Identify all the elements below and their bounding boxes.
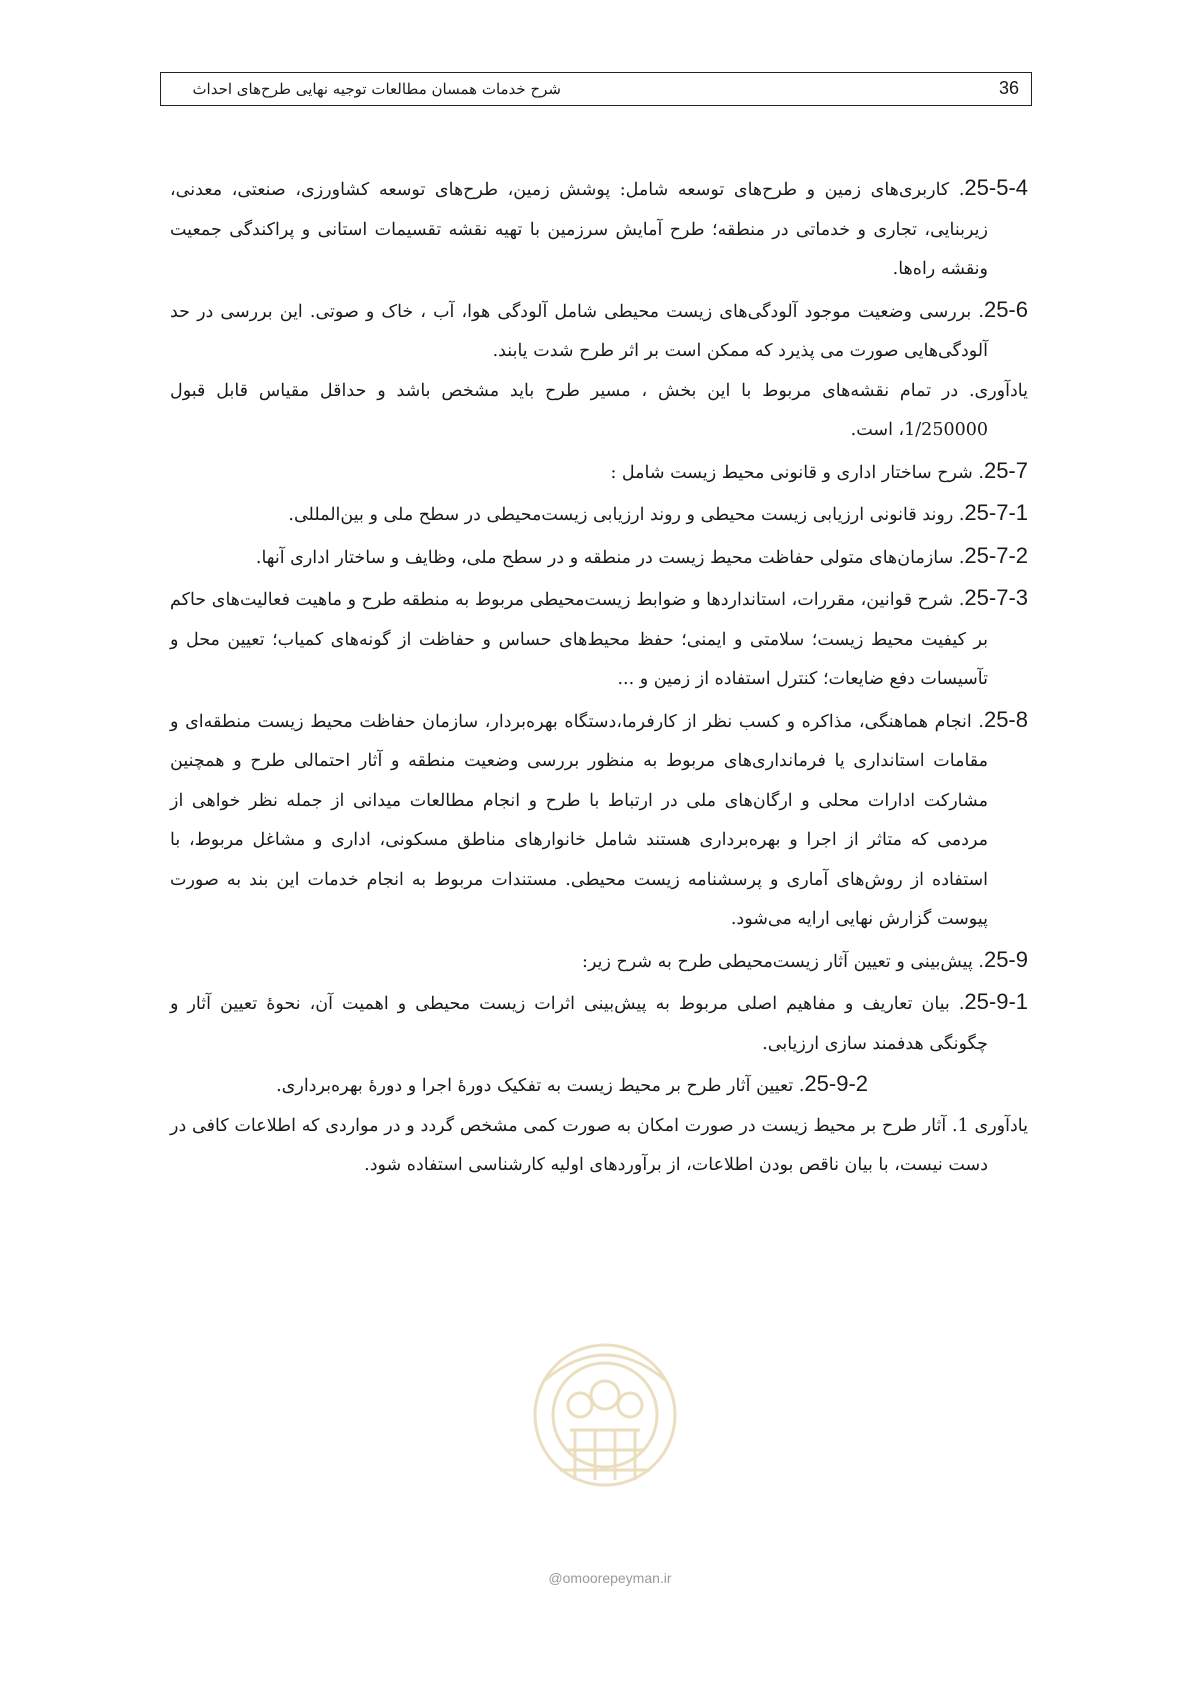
note-paragraph-1 [170,1107,1028,1186]
note-paragraph [170,372,1028,451]
paragraph-text: . شرح قوانین، مقررات، استانداردها و ضوابط زیست‌محیطی مربوط به منطقه طرح و ماهیت فعالیت‌های حاکم بر کیفیت محیط زیست؛ سلامتی و ایمنی؛ حفظ محیط‌های حساس و حفاظت از گونه‌های کمیاب؛ تعیین محل و تآسیسات دفع ضایعات؛ کنترل استفاده از زمین و ... [170,590,988,689]
paragraph-text: . کاربری‌های زمین و طرح‌های توسعه شامل: پوشش زمین، طرح‌های توسعه کشاورزی، صنعتی، معدنی، زیربنایی، تجاری و خدماتی در منطقه؛ طرح آمایش سرزمین با تهیه نقشه تقسیمات استانی و پراکندگی جمعیت ونقشه راه‌ها. [170,180,988,279]
document-body [170,168,1028,1186]
paragraph-25-5-4 [170,168,1028,290]
paragraph-text: . شرح ساختار اداری و قانونی محیط زیست شامل : [610,462,984,483]
section-number: 25-7-3 [964,585,1028,610]
watermark-text: @omoorepeyman.ir [548,1570,672,1586]
paragraph-text: . بیان تعاریف و مفاهیم اصلی مربوط به پیش‌بینی اثرات زیست محیطی و اهمیت آن، نحوهٔ تعیین آثار و چگونگی هدفمند سازی ارزیابی. [170,994,988,1054]
paragraph-25-6 [170,290,1028,372]
paragraph-25-7-2 [170,536,1028,579]
paragraph-text: . انجام هماهنگی، مذاکره و کسب نظر از کارفرما،دستگاه بهره‌بردار، سازمان حفاظت محیط زیست منطقه‌ای و مقامات استانداری یا فرمانداری‌های مربوط به منظور بررسی وضعیت منطقه و آثار احتمالی طرح و همچنین مشارکت ادارات محلی و ارگان‌های ملی در ارتباط با طرح و انجام مطالعات میدانی از جمله نظر خواهی از مردمی که متاثر از اجرا و بهره‌برداری هستند شامل خانوارهای مناطق مسکونی، اداری و مشاغل مربوط، با استفاده از روش‌های آماری و پرسشنامه زیست محیطی. مستندات مربوط به انجام خدمات این بند به صورت پیوست گزارش نهایی ارایه می‌شود. [170,711,988,929]
section-number: 25-9-1 [964,989,1028,1014]
paragraph-text: یادآوری. در تمام نقشه‌های مربوط با این بخش ، مسیر طرح باید مشخص باشد و حداقل مقیاس قابل قبول 1/250000، است. [170,380,1028,440]
section-number: 25-5-4 [964,175,1028,200]
paragraph-25-9-2 [170,1064,1028,1107]
section-number: 25-7-2 [964,542,1028,568]
paragraph-25-7-3 [170,578,1028,700]
header-title: شرح خدمات همسان مطالعات توجیه نهایی طرح‌های احداث [192,80,561,98]
paragraph-25-7-1 [170,493,1028,536]
watermark-logo-icon [505,1320,705,1510]
paragraph-25-8 [170,700,1028,940]
section-number: 25-9 [983,946,1028,972]
paragraph-text: . روند قانونی ارزیابی زیست محیطی و روند ارزیابی زیست‌محیطی در سطح ملی و بین‌المللی. [288,505,965,525]
paragraph-text: . بررسی وضعیت موجود آلودگی‌های زیست محیطی شامل آلودگی هوا، آب ، خاک و صوتی. این بررسی در حد آلودگی‌هایی صورت می پذیرد که ممکن است بر اثر طرح شدت یابند. [170,301,988,361]
paragraph-25-7 [170,451,1028,494]
paragraph-text: . سازمان‌های متولی حفاظت محیط زیست در منطقه و در سطح ملی، وظایف و ساختار اداری آنها. [255,547,965,568]
paragraph-25-9 [170,940,1028,983]
page-number: 36 [998,78,1019,98]
paragraph-25-9-1 [170,982,1028,1064]
section-number: 25-9-2 [804,1071,868,1096]
paragraph-text: . تعیین آثار طرح بر محیط زیست به تفکیک دورهٔ اجرا و دورهٔ بهره‌برداری. [276,1076,805,1096]
paragraph-text: . پیش‌بینی و تعیین آثار زیست‌محیطی طرح به شرح زیر: [582,951,984,972]
section-number: 25-7-1 [964,500,1028,525]
section-number: 25-8 [983,706,1028,732]
page-header [160,72,1032,106]
section-number: 25-7 [983,457,1028,483]
section-number: 25-6 [983,296,1028,322]
paragraph-text: یادآوری 1. آثار طرح بر محیط زیست در صورت امکان به صورت کمی مشخص گردد و در مواردی که اطلاعات کافی در دست نیست، با بیان ناقص بودن اطلاعات، از برآوردهای اولیه کارشناسی استفاده شود. [170,1115,1028,1175]
